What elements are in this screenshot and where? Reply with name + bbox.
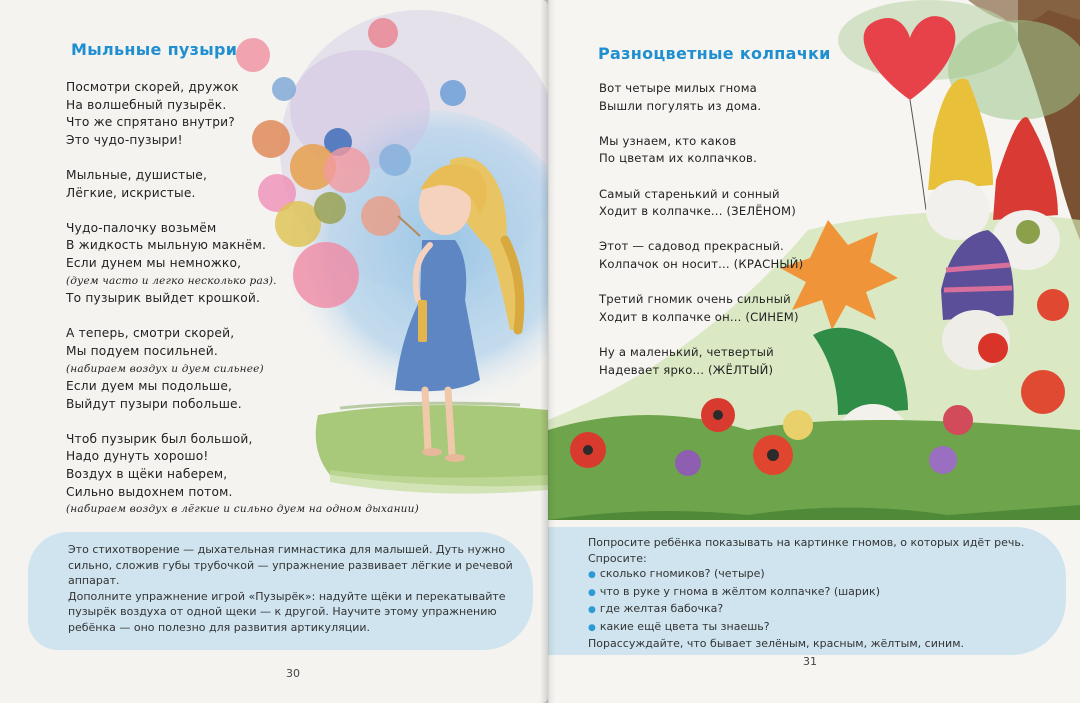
poem-stanza <box>599 186 803 221</box>
poem-line: Мыльные, душистые, <box>66 167 208 182</box>
poem-line: Надевает ярко... (ЖЁЛТЫЙ) <box>599 362 774 377</box>
poem-stanza <box>66 79 419 149</box>
note-line: пузырёк воздуха от одной щеки — к другой. Научите этому упражнению <box>68 605 497 618</box>
note-line: сильно, сложив губы трубочкой — упражнение развивает лёгкие и речевой <box>68 558 513 572</box>
poem-instruction: (набираем воздух и дуем сильнее) <box>66 362 264 375</box>
poem-line: Воздух в щёки наберем, <box>66 467 228 482</box>
poem-line: Ну а маленький, четвертый <box>599 344 774 359</box>
poem-line: Чудо-палочку возьмём <box>66 220 217 235</box>
parent-note <box>28 532 533 650</box>
note-bullet: ● сколько гномиков? (четыре) <box>588 566 1066 584</box>
bubbles-poem <box>66 79 419 536</box>
poem-line: А теперь, смотри скорей, <box>66 326 235 341</box>
poem-stanza <box>599 80 803 115</box>
poem-line: Посмотри скорей, дружок <box>66 80 239 94</box>
poem-line: По цветам их колпачков. <box>599 151 757 166</box>
poem-line: В жидкость мыльную макнём. <box>66 238 267 253</box>
poem-line: На волшебный пузырёк. <box>66 97 227 112</box>
note-bullet: ● где желтая бабочка? <box>588 601 1066 619</box>
poem-line: Колпачок он носит... (КРАСНЫЙ) <box>599 256 804 271</box>
poem-line: То пузырик выйдет крошкой. <box>66 291 261 306</box>
gnomes-poem <box>599 80 803 397</box>
page-title: Разноцветные колпачки <box>598 44 831 63</box>
note-line: ребёнка — оно полезно для развития артикуляции. <box>68 620 370 634</box>
poem-stanza <box>599 238 803 273</box>
poem-line: Мы подуем посильней. <box>66 343 218 358</box>
poem-instruction: (набираем воздух в лёгкие и сильно дуем на одном дыхании) <box>66 503 419 516</box>
poem-stanza <box>599 291 803 326</box>
note-line: Попросите ребёнка показывать на картинке гномов, о которых идёт речь. <box>588 536 1025 549</box>
note-line: Дополните упражнение игрой «Пузырёк»: надуйте щёки и перекатывайте <box>68 589 506 603</box>
page-title: Мыльные пузыри <box>71 40 238 59</box>
note-line: аппарат. <box>68 574 120 587</box>
poem-line: Вышли погулять из дома. <box>599 98 762 113</box>
note-bullet: ● какие ещё цвета ты знаешь? <box>588 619 1066 637</box>
poem-line: Если дуем мы подольше, <box>66 379 233 394</box>
note-bullet: ● что в руке у гнома в жёлтом колпачке? (шарик) <box>588 584 1066 602</box>
page-number: 31 <box>803 655 817 668</box>
poem-line: Чтоб пузырик был большой, <box>66 431 253 446</box>
parent-note <box>548 527 1066 655</box>
page-number: 30 <box>286 667 300 680</box>
poem-line: Надо дунуть хорошо! <box>66 449 209 464</box>
poem-stanza <box>599 344 803 379</box>
poem-stanza <box>66 431 419 519</box>
right-page <box>548 0 1080 703</box>
poem-line: Самый старенький и сонный <box>599 186 780 201</box>
poem-stanza <box>66 167 419 202</box>
poem-line: Сильно выдохнем потом. <box>66 484 233 499</box>
poem-line: Если дунем мы немножко, <box>66 255 242 270</box>
poem-line: Этот — садовод прекрасный. <box>599 239 784 254</box>
poem-line: Мы узнаем, кто каков <box>599 133 737 148</box>
poem-line: Третий гномик очень сильный <box>599 292 791 307</box>
poem-line: Это чудо-пузыри! <box>66 132 183 147</box>
poem-line: Ходит в колпачке... (ЗЕЛЁНОМ) <box>599 204 796 219</box>
poem-stanza <box>66 325 419 413</box>
note-line: Это стихотворение — дыхательная гимнастика для малышей. Дуть нужно <box>68 543 506 556</box>
poem-line: Что же спрятано внутри? <box>66 115 235 130</box>
book-gutter <box>540 0 556 703</box>
poem-stanza <box>66 220 419 308</box>
note-line: Спросите: <box>588 551 647 565</box>
poem-line: Выйдут пузыри побольше. <box>66 396 242 411</box>
poem-instruction: (дуем часто и легко несколько раз). <box>66 274 277 287</box>
note-line: Порассуждайте, что бывает зелёным, красным, жёлтым, синим. <box>588 637 964 650</box>
poem-line: Лёгкие, искристые. <box>66 185 196 200</box>
poem-line: Вот четыре милых гнома <box>599 81 757 95</box>
poem-line: Ходит в колпачке он... (СИНЕМ) <box>599 309 799 324</box>
poem-stanza <box>599 133 803 168</box>
